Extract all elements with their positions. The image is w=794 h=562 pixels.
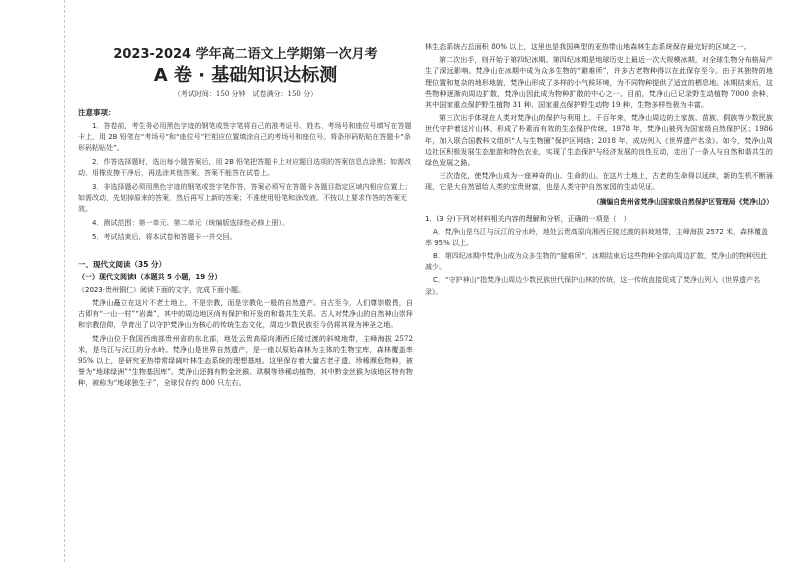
passage-paragraph: 梵净山位于我国西南部贵州省的东北部，地处云贵高原向湘西丘陵过渡的斜坡地带，主峰海拔 2572 米，是乌江与沅江的分水岭。梵净山是世界自然遗产，是一座以原始森林为主体的生物宝库，森林覆盖率 95% 以上，是研究亚热带常绿阔叶林生态系统的理想基地。这里保存着大量古老孑遗、珍稀濒危物种，被誉为“地球绿洲”“生物基因库”。梵净山还拥有黔金丝猴、珙桐等珍稀动植物，其中黔金丝猴为该地区特有物种，被称为“地球独生子”，全球仅存约 800 只左右。 [78, 334, 413, 388]
section-heading: 一、现代文阅读（35 分） [78, 260, 167, 269]
question-option-a: A．梵净山是乌江与沅江的分水岭，地处云贵高原向湘西丘陵过渡的斜坡地带，主峰海拔 2572 米，森林覆盖率 95% 以上。 [425, 227, 769, 247]
passage-paragraph: 三次造化，使梵净山成为一座神奇的山、生命的山。在这片土地上，古老的生命得以延续，新的生机不断涌现，它是大自然留给人类的宝贵财富，也是人类守护自然家园的生动见证。 [425, 172, 773, 192]
notice-item-1: 1．答卷前，考生务必用黑色字迹的钢笔或签字笔将自己的准考证号、姓名、考场号和座位号填写在答题卡上，用 2B 铅笔在“考场号”和“座位号”栏相应位置填涂自己的考场号和座位号。将条形码粘贴在答题卡“条形码粘贴处”。 [78, 122, 412, 152]
passage-attribution: （摘编自贵州省梵净山国家级自然保护区管理局《梵净山》） [592, 197, 773, 206]
left-column [78, 38, 413, 390]
passage-paragraph: 第二次出手，则开始于第四纪冰期。第四纪冰期是地球历史上最近一次大规模冰期，对全球生物分布格局产生了深远影响。梵净山在冰期中成为众多生物的“避难所”，许多古老物种得以在此保存至今。由于其独特的地理位置和复杂的地形地貌，梵净山形成了多样的小气候环境，为不同物种提供了适宜的栖息地。冰期结束后，这些物种逐渐向周边扩散，梵净山因此成为物种扩散的中心之一。目前，梵净山已记录野生动植物 7000 余种，其中国家重点保护野生植物 31 种、国家重点保护野生动物 19 种，生物多样性极为丰富。 [425, 56, 773, 110]
exam-subtitle: A 卷 · 基础知识达标测 [153, 65, 338, 86]
notice-item-5: 5．考试结束后，将本试卷和答题卡一并交回。 [92, 233, 237, 241]
notice-heading: 注意事项： [78, 108, 116, 117]
right-column [425, 40, 773, 298]
passage-paragraph: 梵净山矗立在这片不老土地上，不是宗教，而是宗教化一般的自然遗产。自古至今，人们尊崇敬畏，自古即有“一山一村”“岩嵩”，其中的周边地区尚有保护和开发的和谐共生关系。古人对梵净山的自然神山崇拜和宗教信仰，孕育出了以守护梵净山为核心的传统生态文化，周边少数民族至今仍将其视为神圣之地。 [78, 299, 413, 330]
section-subheading: （一）现代文阅读Ⅰ（本题共 5 小题，19 分） [78, 273, 222, 281]
notice-item-2: 2．作答选择题时，选出每小题答案后，用 2B 铅笔把答题卡上对应题目选项的答案信息点涂黑；如需改动，用橡皮擦干净后，再选涂其他答案。答案不能答在试卷上。 [78, 158, 412, 177]
exam-title: 2023-2024 学年高二语文上学期第一次月考 [113, 47, 378, 62]
passage-paragraph: 第三次出手体现在人类对梵净山的保护与利用上。千百年来，梵净山周边的土家族、苗族、侗族等少数民族世代守护着这片山林，形成了朴素而有效的生态保护传统。1978 年，梵净山被列为国家级自然保护区；1986 年，加入联合国教科文组织“人与生物圈”保护区网络；2018 年，成功列入《世界遗产名录》。如今，梵净山周边社区积极发展生态旅游和特色农业，实现了生态保护与经济发展的良性互动，走出了一条人与自然和谐共生的绿色发展之路。 [425, 114, 773, 168]
binding-margin [20, 0, 65, 562]
exam-meta: （考试时间：150 分钟 试卷满分：150 分） [173, 90, 318, 98]
question-option-b: B．第四纪冰期中梵净山成为众多生物的“避难所”，冰期结束后这些物种全部向周边扩散，梵净山的物种因此减少。 [425, 252, 768, 272]
passage-paragraph: 林生态系统占总面积 80% 以上，这里也是我国典型的亚热带山地森林生态系统保存最完好的区域之一。 [425, 43, 751, 51]
notice-item-4: 4．测试范围：第一单元、第二单元（统编版选择性必修上册）。 [92, 219, 289, 227]
notice-item-3: 3．非选择题必须用黑色字迹的钢笔或签字笔作答，答案必须写在答题卡各题目指定区域内相应位置上；如需改动，先划掉原来的答案，然后再写上新的答案；不准使用铅笔和涂改液。不按以上要求作答的答案无效。 [78, 183, 412, 213]
question-option-c: C．“守护神山”指梵净山周边少数民族世代保护山林的传统，这一传统直接促成了梵净山列入《世界遗产名录》。 [425, 276, 761, 296]
passage-source: （2023·贵州铜仁）阅读下面的文字，完成下面小题。 [78, 286, 246, 294]
question-stem: 1．(3 分)下列对材料相关内容的理解和分析，正确的一项是（ ） [425, 214, 631, 223]
